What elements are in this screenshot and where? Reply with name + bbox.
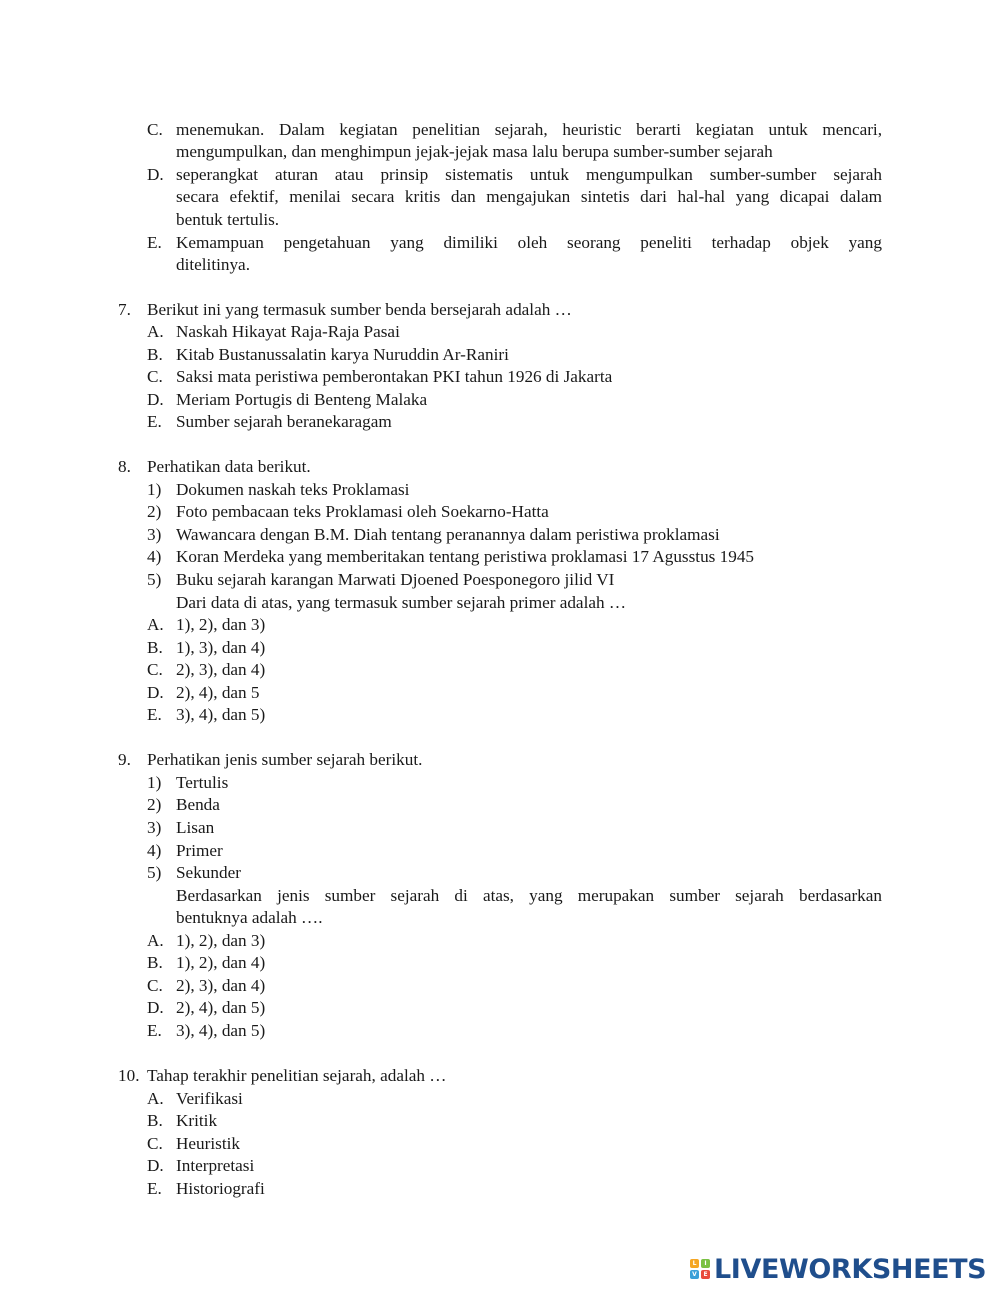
q8-option-d-text: 2), 4), dan 5 xyxy=(176,683,260,702)
q6-option-d-text-line1: seperangkat aturan atau prinsip sistematis untuk mengumpulkan sumber-sumber sejarah xyxy=(176,165,882,184)
q10-option-c-label: C. xyxy=(147,1134,163,1153)
q9-prompt-line2: bentuknya adalah …. xyxy=(176,908,323,927)
q6-option-e-label: E. xyxy=(147,233,162,252)
q9-item-5-label: 5) xyxy=(147,863,162,882)
q9-item-5-text: Sekunder xyxy=(176,863,241,882)
liveworksheets-logo[interactable] xyxy=(690,1252,986,1286)
liveworksheets-logo-text: LIVEWORKSHEETS xyxy=(714,1253,987,1285)
logo-tile-icon: I xyxy=(701,1259,710,1268)
q8-number: 8. xyxy=(118,457,131,476)
q8-item-4-label: 4) xyxy=(147,547,162,566)
q10-number: 10. xyxy=(118,1066,140,1085)
q7-option-c-label: C. xyxy=(147,367,163,386)
q9-option-c-text: 2), 3), dan 4) xyxy=(176,976,266,995)
q7-option-d-text: Meriam Portugis di Benteng Malaka xyxy=(176,390,428,409)
q9-item-3-label: 3) xyxy=(147,818,162,837)
q8-prompt: Dari data di atas, yang termasuk sumber sejarah primer adalah … xyxy=(176,593,627,612)
q9-item-1-label: 1) xyxy=(147,773,162,792)
q9-item-3-text: Lisan xyxy=(176,818,215,837)
q10-question-text: Tahap terakhir penelitian sejarah, adalah … xyxy=(147,1066,447,1085)
q9-option-d-label: D. xyxy=(147,998,164,1017)
q8-item-1-text: Dokumen naskah teks Proklamasi xyxy=(176,480,410,499)
q6-option-d-label: D. xyxy=(147,165,164,184)
q7-option-e-text: Sumber sejarah beranekaragam xyxy=(176,412,392,431)
q9-option-a-label: A. xyxy=(147,931,164,950)
q10-option-e-label: E. xyxy=(147,1179,162,1198)
logo-tile-icon: L xyxy=(690,1259,699,1268)
logo-tile-icon: V xyxy=(690,1270,699,1279)
q7-number: 7. xyxy=(118,300,131,319)
q9-option-e-text: 3), 4), dan 5) xyxy=(176,1021,266,1040)
q8-item-3-label: 3) xyxy=(147,525,162,544)
q9-item-2-label: 2) xyxy=(147,795,162,814)
q10-option-a-text: Verifikasi xyxy=(176,1089,243,1108)
q8-option-b-label: B. xyxy=(147,638,163,657)
logo-tile-icon: E xyxy=(701,1270,710,1279)
q9-prompt-line1: Berdasarkan jenis sumber sejarah di atas, yang merupakan sumber sejarah berdasarkan xyxy=(176,886,882,905)
q9-option-a-text: 1), 2), dan 3) xyxy=(176,931,266,950)
q7-question-text: Berikut ini yang termasuk sumber benda bersejarah adalah … xyxy=(147,300,572,319)
q10-option-d-label: D. xyxy=(147,1156,164,1175)
q8-item-4-text: Koran Merdeka yang memberitakan tentang peristiwa proklamasi 17 Agusstus 1945 xyxy=(176,547,755,566)
q8-option-c-label: C. xyxy=(147,660,163,679)
q6-option-d-text-line3: bentuk tertulis. xyxy=(176,210,280,229)
q10-option-a-label: A. xyxy=(147,1089,164,1108)
q9-option-b-text: 1), 2), dan 4) xyxy=(176,953,266,972)
q8-item-5-text: Buku sejarah karangan Marwati Djoened Poesponegoro jilid VI xyxy=(176,570,615,589)
q8-option-a-text: 1), 2), dan 3) xyxy=(176,615,266,634)
q8-option-a-label: A. xyxy=(147,615,164,634)
q8-option-c-text: 2), 3), dan 4) xyxy=(176,660,266,679)
q9-item-4-label: 4) xyxy=(147,841,162,860)
q6-option-c-text-line2: mengumpulkan, dan menghimpun jejak-jejak masa lalu berupa sumber-sumber sejarah xyxy=(176,142,773,161)
q10-option-b-label: B. xyxy=(147,1111,163,1130)
q8-option-e-label: E. xyxy=(147,705,162,724)
q8-option-b-text: 1), 3), dan 4) xyxy=(176,638,266,657)
q10-option-c-text: Heuristik xyxy=(176,1134,240,1153)
q7-option-e-label: E. xyxy=(147,412,162,431)
q6-option-d-text-line2: secara efektif, menilai secara kritis dan mengajukan sintetis dari hal-hal yang dicapai dalam xyxy=(176,187,882,206)
q7-option-b-label: B. xyxy=(147,345,163,364)
q8-question-text: Perhatikan data berikut. xyxy=(147,457,311,476)
q6-option-c-label: C. xyxy=(147,120,163,139)
liveworksheets-logo-icon xyxy=(690,1259,710,1279)
q10-option-b-text: Kritik xyxy=(176,1111,218,1130)
q8-item-2-text: Foto pembacaan teks Proklamasi oleh Soekarno-Hatta xyxy=(176,502,549,521)
q9-item-2-text: Benda xyxy=(176,795,220,814)
q9-option-d-text: 2), 4), dan 5) xyxy=(176,998,266,1017)
q9-question-text: Perhatikan jenis sumber sejarah berikut. xyxy=(147,750,423,769)
q10-option-e-text: Historiografi xyxy=(176,1179,265,1198)
q9-option-c-label: C. xyxy=(147,976,163,995)
q7-option-c-text: Saksi mata peristiwa pemberontakan PKI tahun 1926 di Jakarta xyxy=(176,367,613,386)
q9-option-e-label: E. xyxy=(147,1021,162,1040)
q6-option-e-text-line1: Kemampuan pengetahuan yang dimiliki oleh seorang peneliti terhadap objek yang xyxy=(176,233,882,252)
q9-number: 9. xyxy=(118,750,131,769)
q9-option-b-label: B. xyxy=(147,953,163,972)
q7-option-a-label: A. xyxy=(147,322,164,341)
q7-option-d-label: D. xyxy=(147,390,164,409)
q10-option-d-text: Interpretasi xyxy=(176,1156,255,1175)
q8-option-d-label: D. xyxy=(147,683,164,702)
q7-option-b-text: Kitab Bustanussalatin karya Nuruddin Ar-Raniri xyxy=(176,345,509,364)
q8-option-e-text: 3), 4), dan 5) xyxy=(176,705,266,724)
q8-item-2-label: 2) xyxy=(147,502,162,521)
q8-item-5-label: 5) xyxy=(147,570,162,589)
q7-option-a-text: Naskah Hikayat Raja-Raja Pasai xyxy=(176,322,400,341)
q6-option-e-text-line2: ditelitinya. xyxy=(176,255,250,274)
q9-item-4-text: Primer xyxy=(176,841,223,860)
q8-item-3-text: Wawancara dengan B.M. Diah tentang peranannya dalam peristiwa proklamasi xyxy=(176,525,720,544)
q8-item-1-label: 1) xyxy=(147,480,162,499)
q6-option-c-text-line1: menemukan. Dalam kegiatan penelitian sejarah, heuristic berarti kegiatan untuk mencari, xyxy=(176,120,882,139)
q9-item-1-text: Tertulis xyxy=(176,773,229,792)
